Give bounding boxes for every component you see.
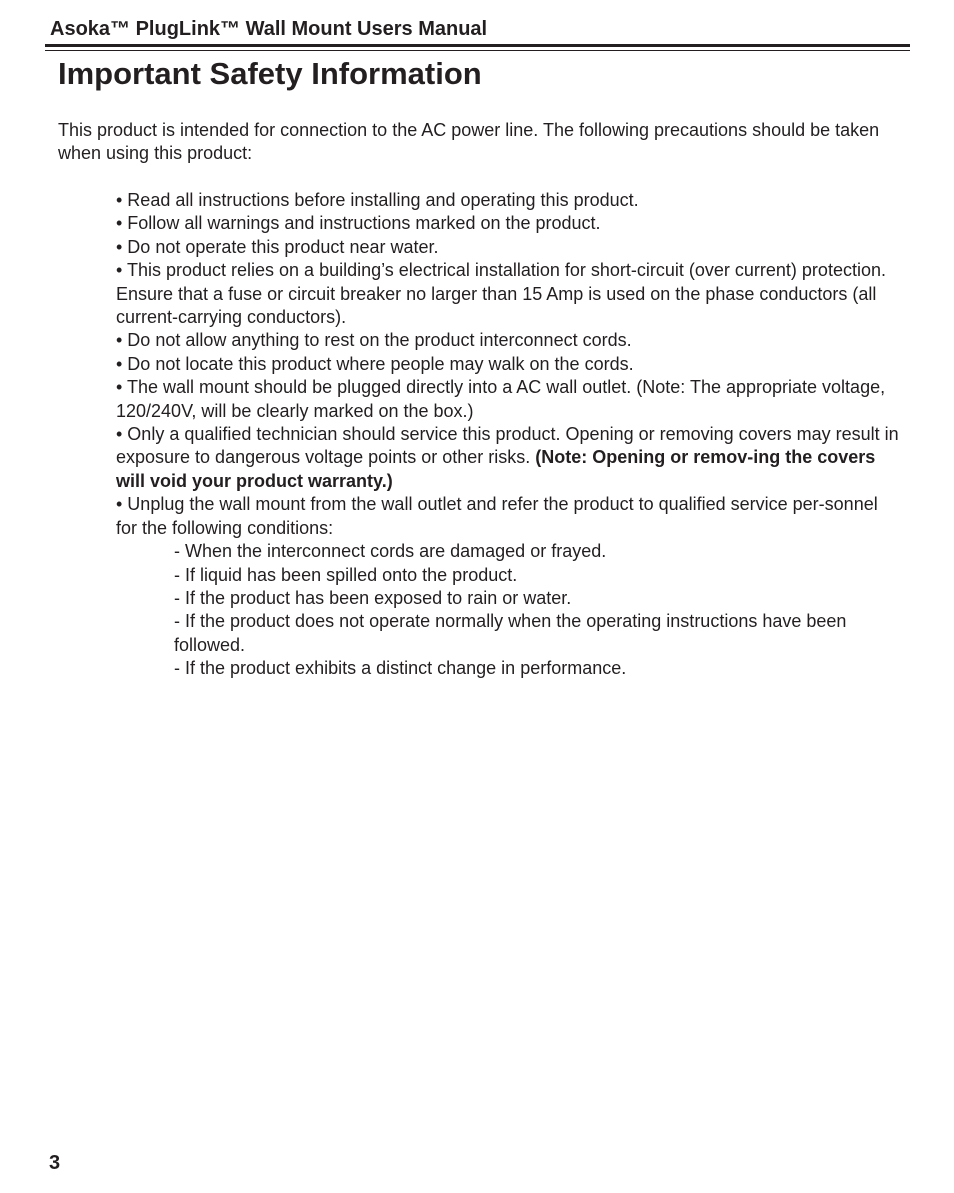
running-header: Asoka™ PlugLink™ Wall Mount Users Manual [50, 18, 488, 40]
list-item: • Do not operate this product near water. [116, 236, 439, 257]
list-item: • This product relies on a building’s electrical installation for short-circuit (over current) protection. Ensure that a fuse or circuit breaker no larger than 15 Amp is used on the phase conductors (all current-carrying conductors). [116, 260, 886, 328]
list-item: • Read all instructions before installing and operating this product. [116, 190, 639, 210]
condition-item: - If the product exhibits a distinct change in performance. [174, 658, 627, 679]
service-text: • Only a qualified technician should service this product. Opening or removing covers may result in exposure to dangerous voltage points or other risks. [116, 424, 899, 468]
header-rule-thin [45, 50, 910, 51]
warranty-note: (Note: Opening or remov-ing the covers will void your product warranty.) [116, 447, 876, 491]
conditions-list [116, 540, 900, 680]
condition-item: - If the product has been exposed to rain or water. [174, 587, 572, 608]
list-item: • Do not allow anything to rest on the product interconnect cords. [116, 330, 632, 351]
condition-item: - If the product does not operate normally when the operating instructions have been followed. [174, 611, 847, 655]
page-title: Important Safety Information [58, 56, 482, 91]
list-item-unplug [116, 493, 900, 680]
precautions-list [116, 189, 900, 681]
intro-paragraph: This product is intended for connection to the AC power line. The following precautions should be taken when using this product: [58, 120, 880, 164]
unplug-text: • Unplug the wall mount from the wall outlet and refer the product to qualified service per-sonnel for the following conditions: [116, 494, 878, 538]
header-rule-thick [45, 44, 910, 47]
condition-item: - If liquid has been spilled onto the product. [174, 564, 518, 585]
list-item-service [116, 423, 900, 493]
list-item: • The wall mount should be plugged directly into a AC wall outlet. (Note: The appropriate voltage, 120/240V, will be clearly marked on the box.) [116, 377, 886, 421]
list-item: • Follow all warnings and instructions marked on the product. [116, 213, 601, 234]
page-number: 3 [49, 1152, 61, 1174]
list-item: • Do not locate this product where people may walk on the cords. [116, 353, 634, 374]
condition-item: - When the interconnect cords are damaged or frayed. [174, 541, 607, 562]
